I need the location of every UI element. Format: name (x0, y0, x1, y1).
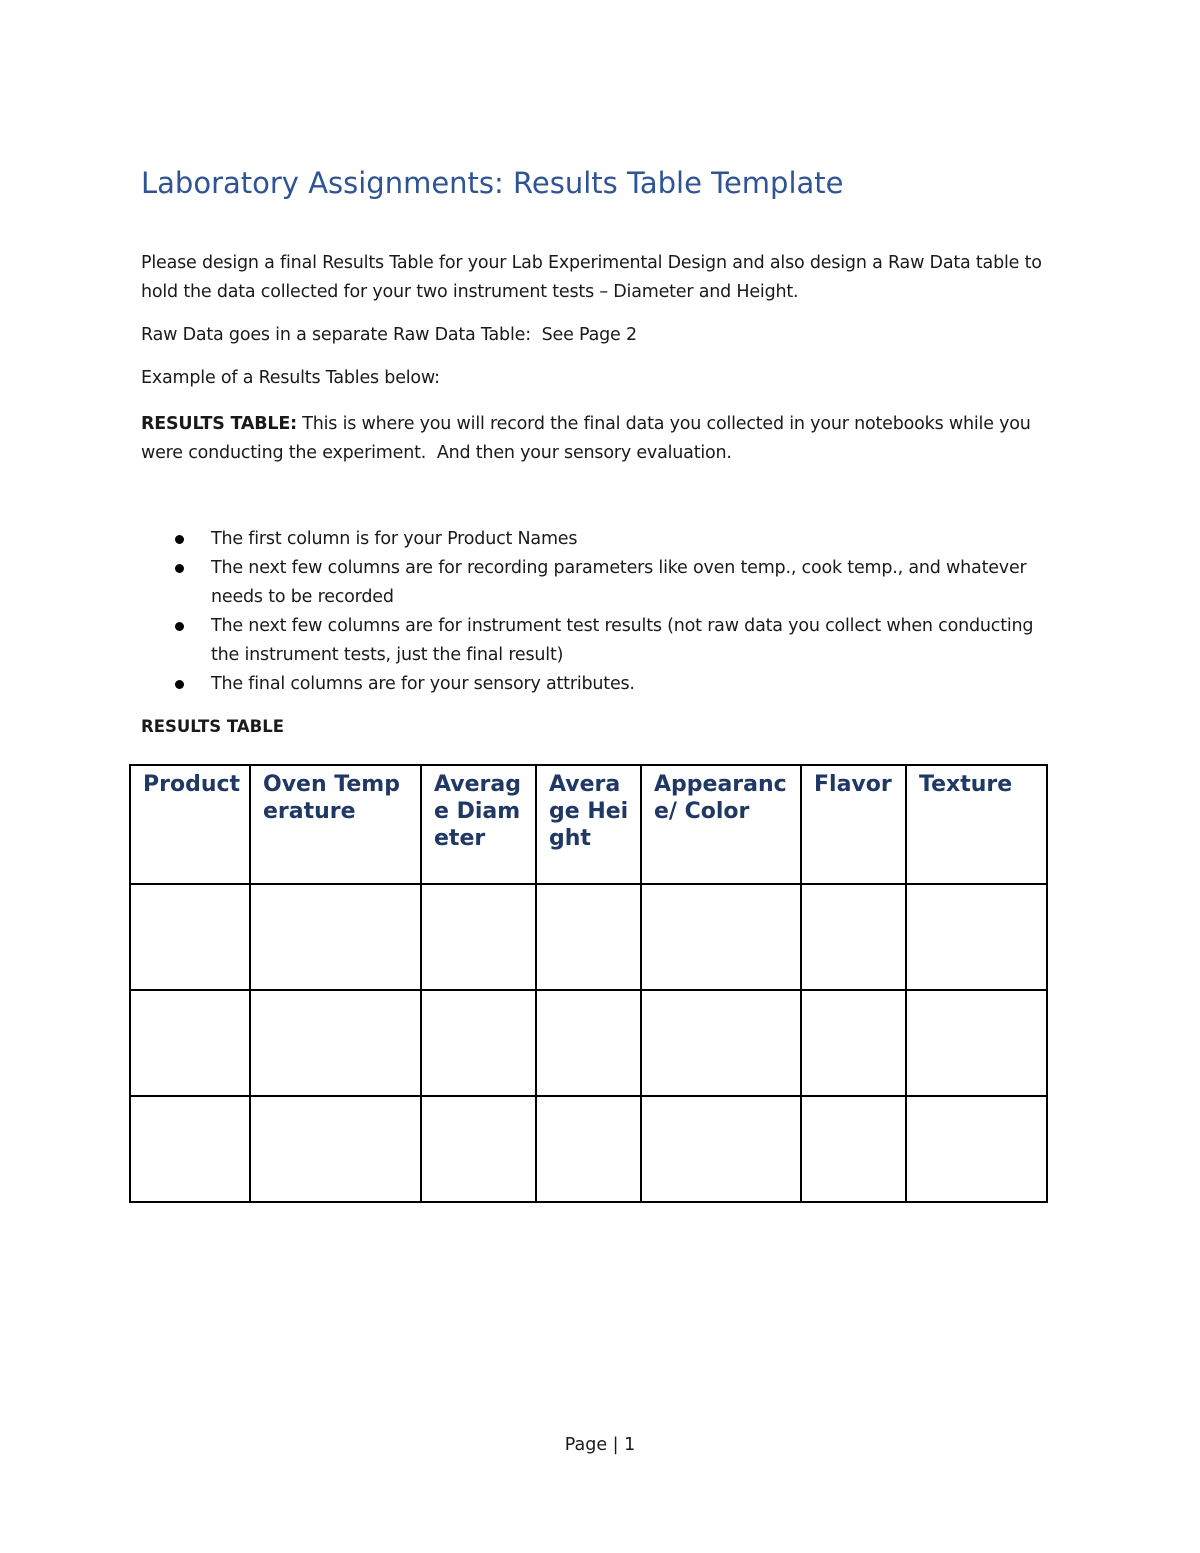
header-flavor: Flavor (801, 765, 906, 884)
page-footer: Page | 1 (564, 1435, 636, 1455)
table-cell (906, 884, 1047, 990)
table-cell (801, 1096, 906, 1202)
table-cell (641, 990, 801, 1096)
table-cell (536, 990, 641, 1096)
table-row (130, 990, 1047, 1096)
table-cell (906, 1096, 1047, 1202)
table-cell (130, 884, 250, 990)
results-description-text: This is where you will record the final data you collected in your notebooks while you were conducting the experiment. And then your sensory evaluation. (141, 414, 1037, 463)
table-header-row (130, 765, 1047, 884)
table-cell (641, 1096, 801, 1202)
results-table-label: RESULTS TABLE (141, 717, 285, 736)
instruction-list (141, 525, 1061, 699)
table-cell (250, 1096, 421, 1202)
table-row (130, 884, 1047, 990)
list-item-text: The first column is for your Product Names (211, 529, 578, 549)
table-row (130, 1096, 1047, 1202)
list-item (141, 612, 1061, 670)
bullet-icon (175, 535, 184, 544)
table-cell (536, 884, 641, 990)
results-table (129, 764, 1048, 1203)
table-cell (130, 990, 250, 1096)
header-product: Product (130, 765, 250, 884)
raw-data-note: Raw Data goes in a separate Raw Data Table: See Page 2 (141, 325, 637, 345)
table-cell (250, 884, 421, 990)
example-note: Example of a Results Tables below: (141, 368, 440, 388)
header-appearance-color: Appearance/ Color (641, 765, 801, 884)
list-item-text: The final columns are for your sensory attributes. (211, 674, 635, 694)
header-average-height: Average Height (536, 765, 641, 884)
table-cell (801, 884, 906, 990)
list-item-text: The next few columns are for instrument test results (not raw data you collect when conducting the instrument tests, just the final result) (211, 616, 1034, 665)
bullet-icon (175, 680, 184, 689)
list-item (141, 670, 1061, 699)
results-description-label: RESULTS TABLE: (141, 414, 297, 434)
bullet-icon (175, 622, 184, 631)
table-cell (421, 990, 536, 1096)
header-texture: Texture (906, 765, 1047, 884)
header-oven-temperature: Oven Temperature (250, 765, 421, 884)
list-item (141, 525, 1061, 554)
table-cell (906, 990, 1047, 1096)
bullet-icon (175, 564, 184, 573)
table-cell (801, 990, 906, 1096)
list-item-text: The next few columns are for recording parameters like oven temp., cook temp., and whatever needs to be recorded (211, 558, 1027, 607)
list-item (141, 554, 1061, 612)
intro-paragraph: Please design a final Results Table for your Lab Experimental Design and also design a Raw Data table to hold the data collected for your two instrument tests – Diameter and Height. (141, 253, 1048, 302)
table-cell (536, 1096, 641, 1202)
table-cell (421, 884, 536, 990)
table-cell (421, 1096, 536, 1202)
table-cell (130, 1096, 250, 1202)
results-description (141, 410, 1061, 468)
table-cell (641, 884, 801, 990)
page-title: Laboratory Assignments: Results Table Template (141, 166, 844, 200)
table-cell (250, 990, 421, 1096)
header-average-diameter: Average Diameter (421, 765, 536, 884)
